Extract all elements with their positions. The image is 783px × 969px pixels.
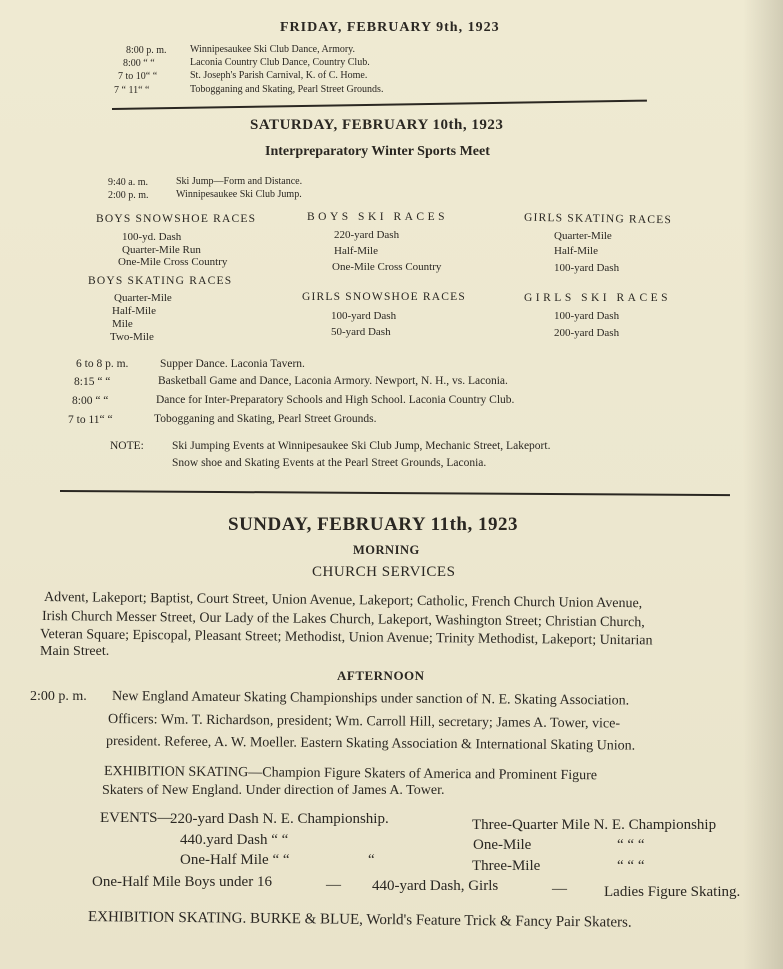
- boys-skating-item: Mile: [112, 318, 133, 330]
- event-item: One-Half Mile “ “: [180, 852, 290, 868]
- boys-skating-item: Quarter-Mile: [114, 292, 172, 304]
- church-line-2: Irish Church Messer Street, Our Lady of the Lakes Church, Lakeport, Washington Street; Christian Church,: [41, 609, 645, 631]
- evening-time-4: 7 to 11“ “: [68, 414, 113, 426]
- church-line-1: Advent, Lakeport; Baptist, Court Street, Union Avenue, Lakeport; Catholic, French Church Union Avenue,: [43, 590, 643, 612]
- girls-skating-item: Quarter-Mile: [554, 230, 612, 242]
- evening-event-2: Basketball Game and Dance, Laconia Armory. Newport, N. H., vs. Laconia.: [158, 375, 508, 387]
- boys-snowshoe-item: 100-yd. Dash: [122, 231, 182, 243]
- saturday-event-2: Winnipesaukee Ski Club Jump.: [176, 189, 302, 200]
- exhibition-line-2: Skaters of New England. Under direction of James A. Tower.: [102, 783, 445, 798]
- girls-skating-item: Half-Mile: [554, 245, 598, 257]
- boys-ski-item: One-Mile Cross Country: [332, 261, 442, 273]
- friday-event-4: Tobogganing and Skating, Pearl Street Grounds.: [190, 84, 384, 95]
- boys-ski-item: 220-yard Dash: [334, 229, 400, 241]
- saturday-heading: SATURDAY, FEBRUARY 10th, 1923: [250, 117, 504, 133]
- boys-snowshoe-item: One-Mile Cross Country: [118, 256, 228, 268]
- event-item: 220-yard Dash N. E. Championship.: [170, 811, 389, 827]
- morning-heading: MORNING: [353, 543, 420, 557]
- divider-line: [112, 100, 647, 110]
- championship-line-1: New England Amateur Skating Championships under sanction of N. E. Skating Association.: [111, 689, 630, 709]
- girls-snowshoe-title: GIRLS SNOWSHOE RACES: [302, 291, 466, 303]
- dash-separator: —: [552, 881, 567, 897]
- friday-event-2: Laconia Country Club Dance, Country Club.: [190, 57, 370, 68]
- friday-event-1: Winnipesaukee Ski Club Dance, Armory.: [190, 44, 356, 55]
- event-item: Three-Quarter Mile N. E. Championship: [472, 817, 717, 833]
- girls-ski-title: GIRLS SKI RACES: [524, 292, 672, 304]
- girls-skating-item: 100-yard Dash: [554, 262, 620, 274]
- church-services-heading: CHURCH SERVICES: [312, 564, 456, 580]
- event-item: 440-yard Dash, Girls: [372, 878, 499, 894]
- evening-time-1: 6 to 8 p. m.: [76, 358, 129, 370]
- ditto-marks: “ “ “: [617, 837, 645, 853]
- championship-line-2: Officers: Wm. T. Richardson, president; Wm. Carroll Hill, secretary; James A. Tower, vice-: [107, 712, 621, 732]
- note-line-1: Ski Jumping Events at Winnipesaukee Ski Club Jump, Mechanic Street, Lakeport.: [172, 440, 551, 452]
- event-item: One-Mile: [473, 837, 532, 853]
- church-line-3: Veteran Square; Episcopal, Pleasant Street; Methodist, Union Avenue; Trinity Methodist, Lakeport; Unitarian: [39, 627, 653, 649]
- boys-ski-item: Half-Mile: [334, 245, 378, 257]
- boys-skating-item: Half-Mile: [112, 305, 156, 317]
- championship-line-3: president. Referee, A. W. Moeller. Eastern Skating Association & International Skating Union.: [105, 734, 636, 754]
- ditto-mark: “: [368, 852, 375, 868]
- sunday-heading: SUNDAY, FEBRUARY 11th, 1923: [228, 514, 518, 535]
- event-item: One-Half Mile Boys under 16: [92, 874, 272, 890]
- event-item: 440.yard Dash “ “: [180, 832, 289, 848]
- evening-event-4: Tobogganing and Skating, Pearl Street Grounds.: [154, 413, 377, 425]
- boys-snowshoe-item: Quarter-Mile Run: [122, 244, 201, 256]
- note-label: NOTE:: [110, 440, 144, 452]
- girls-ski-item: 100-yard Dash: [554, 310, 620, 322]
- friday-time-1: 8:00 p. m.: [126, 45, 167, 56]
- note-line-2: Snow shoe and Skating Events at the Pearl Street Grounds, Laconia.: [172, 457, 487, 469]
- saturday-event-1: Ski Jump—Form and Distance.: [176, 176, 303, 187]
- friday-heading: FRIDAY, FEBRUARY 9th, 1923: [280, 20, 500, 35]
- divider-line: [60, 490, 730, 496]
- friday-time-4: 7 “ 11“ “: [114, 85, 150, 96]
- boys-snowshoe-title: BOYS SNOWSHOE RACES: [96, 213, 257, 225]
- event-item: Ladies Figure Skating.: [604, 884, 741, 900]
- friday-time-3: 7 to 10“ “: [118, 71, 158, 82]
- boys-ski-title: BOYS SKI RACES: [307, 211, 449, 223]
- events-label: EVENTS—: [100, 810, 173, 826]
- boys-skating-item: Two-Mile: [110, 331, 154, 343]
- saturday-time-2: 2:00 p. m.: [108, 190, 149, 201]
- event-item: Three-Mile: [472, 858, 541, 874]
- exhibition-line-1: EXHIBITION SKATING—Champion Figure Skaters of America and Prominent Figure: [103, 764, 598, 784]
- evening-event-1: Supper Dance. Laconia Tavern.: [160, 358, 305, 370]
- girls-snowshoe-item: 50-yard Dash: [331, 326, 391, 338]
- boys-skating-title: BOYS SKATING RACES: [88, 275, 233, 287]
- dash-separator: —: [326, 877, 341, 893]
- evening-time-2: 8:15 “ “: [74, 376, 111, 388]
- evening-event-3: Dance for Inter-Preparatory Schools and High School. Laconia Country Club.: [156, 394, 515, 406]
- friday-time-2: 8:00 “ “: [123, 58, 155, 69]
- girls-skating-title: GIRLS SKATING RACES: [523, 211, 673, 227]
- final-exhibition-line: EXHIBITION SKATING. BURKE & BLUE, World's Feature Trick & Fancy Pair Skaters.: [87, 909, 632, 931]
- girls-ski-item: 200-yard Dash: [554, 327, 620, 339]
- championship-time: 2:00 p. m.: [30, 689, 87, 704]
- saturday-subheading: Interpreparatory Winter Sports Meet: [265, 144, 490, 159]
- church-line-4: Main Street.: [40, 644, 110, 659]
- friday-event-3: St. Joseph's Parish Carnival, K. of C. Home.: [190, 70, 368, 81]
- saturday-time-1: 9:40 a. m.: [108, 177, 148, 188]
- girls-snowshoe-item: 100-yard Dash: [331, 310, 397, 322]
- evening-time-3: 8:00 “ “: [72, 395, 109, 407]
- ditto-marks: “ “ “: [617, 858, 645, 874]
- afternoon-heading: AFTERNOON: [337, 668, 425, 683]
